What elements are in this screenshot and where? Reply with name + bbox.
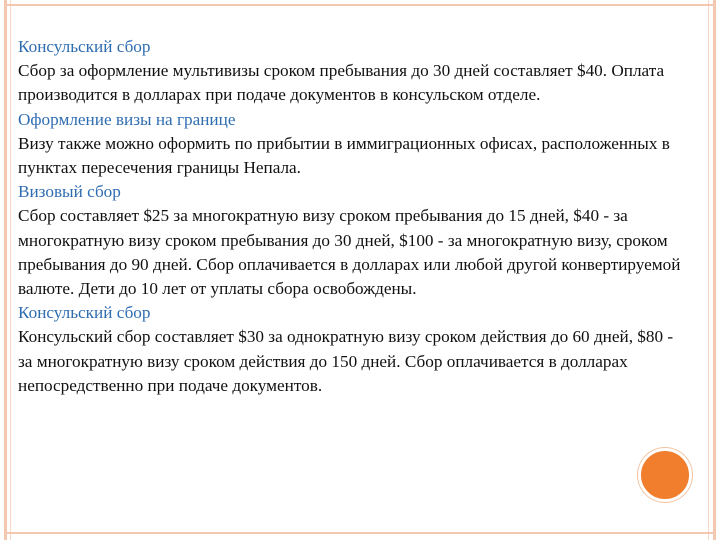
section-text-visa-fee: Сбор составляет $25 за многократную визу сроком пребывания до 15 дней, $40 - за многократную визу сроком пребывания до 30 дней, $100 - за многократную визу, сроком пребывания до 90 дней. Сбор оплачивается в долларах или любой другой конвертируемой валюте. Дети до 10 лет от уплаты сбора освобождены. xyxy=(18,206,681,299)
section-text-consular-fee-1: Сбор за оформление мультивизы сроком пребывания до 30 дней составляет $40. Оплата производится в долларах при подаче документов в консульском отделе. xyxy=(18,61,665,105)
frame-right-inner-border xyxy=(708,0,709,540)
section-heading-visa-fee: Визовый сбор xyxy=(18,182,121,202)
section-heading-consular-fee-1: Консульский сбор xyxy=(18,37,151,56)
frame-right-border xyxy=(713,0,716,540)
section-text-border-visa: Визу также можно оформить по прибытии в иммиграционных офисах, расположенных в пунктах пересечения границы Непала. xyxy=(18,133,670,178)
frame-bottom-border xyxy=(4,532,716,534)
section-text-consular-fee-2: Консульский сбор составляет $30 за однократную визу сроком действия до 60 дней, $80 - за многократную визу сроком действия до 150 дней. Сбор оплачивается в долларах непосредственно при подаче документов. xyxy=(18,327,674,395)
section-heading-border-visa: Оформление визы на границе xyxy=(18,109,236,129)
section-heading-consular-fee-2: Консульский сбор xyxy=(18,303,151,323)
frame-top-border xyxy=(4,4,716,6)
decorative-circle xyxy=(638,448,692,502)
slide-body xyxy=(18,35,688,398)
frame-left-border xyxy=(4,0,7,540)
frame-left-inner-border xyxy=(10,0,11,540)
